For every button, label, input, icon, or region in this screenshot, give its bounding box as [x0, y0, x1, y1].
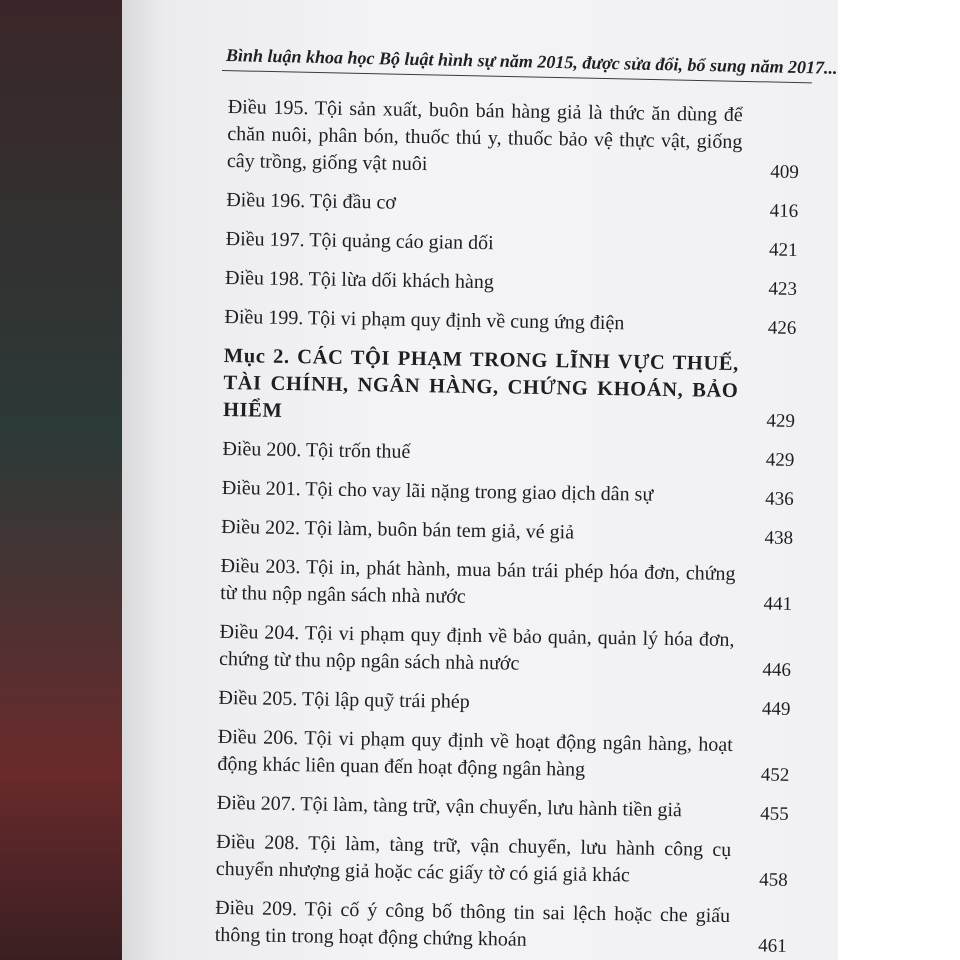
background-left: [0, 0, 122, 960]
toc-entry-page: 458: [759, 869, 788, 891]
toc-entry-page: 426: [767, 317, 797, 339]
toc-entry-page: 421: [768, 239, 798, 261]
toc-entry-page: 461: [758, 935, 787, 957]
toc-entry: [225, 265, 797, 301]
toc-section-heading: [223, 343, 796, 433]
toc-entry: [227, 94, 800, 184]
toc-entry-page: 409: [770, 161, 800, 183]
toc-entry: [218, 685, 790, 721]
toc-entry: [216, 829, 789, 892]
table-of-contents: [215, 94, 800, 958]
toc-entry-page: 429: [766, 410, 796, 432]
toc-entry: [217, 790, 789, 826]
toc-entry-page: 452: [760, 764, 790, 786]
toc-entry-page: 436: [765, 488, 794, 510]
toc-entry-title: Điều 205. Tội lập quỹ trái phép: [218, 686, 470, 713]
toc-entry-page: 429: [765, 449, 795, 471]
toc-entry-page: 416: [769, 200, 799, 222]
toc-entry: [224, 304, 796, 340]
toc-entry: [222, 436, 794, 472]
toc-entry-page: 449: [761, 698, 791, 720]
toc-entry-title: Điều 199. Tội vi phạm quy định về cung ứng điện: [224, 305, 625, 335]
toc-section-title: Mục 2. CÁC TỘI PHẠM TRONG LĨNH VỰC THUẾ, TÀI CHÍNH, NGÂN HÀNG, CHỨNG KHOÁN, BẢO HIỂM: [222, 344, 739, 422]
toc-entry-title: Điều 203. Tội in, phát hành, mua bán trái phép hóa đơn, chứng từ thu nộp ngân sách nhà nước: [219, 554, 736, 608]
toc-entry: [217, 724, 790, 787]
toc-entry-title: Điều 198. Tội lừa dối khách hàng: [224, 266, 494, 294]
toc-entry: [226, 226, 798, 262]
toc-entry: [215, 895, 788, 958]
toc-entry-title: Điều 201. Tội cho vay lãi nặng trong giao dịch dân sự: [221, 476, 654, 506]
toc-entry-title: Điều 197. Tội quảng cáo gian dối: [225, 227, 494, 255]
toc-entry-title: Điều 207. Tội làm, tàng trữ, vận chuyển, lưu hành tiền giả: [216, 791, 683, 822]
running-header: Bình luận khoa học Bộ luật hình sự năm 2015, được sửa đổi, bổ sung năm 2017...: [225, 45, 838, 78]
background-right: [838, 0, 960, 960]
toc-entry-title: Điều 204. Tội vi phạm quy định về bảo quản, quản lý hóa đơn, chứng từ thu nộp ngân sách nhà nước: [218, 620, 735, 675]
toc-entry: [220, 553, 793, 616]
toc-entry-page: 423: [768, 278, 798, 300]
toc-entry: [222, 475, 794, 511]
toc-entry-title: Điều 196. Tội đầu cơ: [226, 188, 397, 214]
book-page: [122, 0, 838, 960]
toc-entry: [221, 514, 793, 550]
toc-entry-title: Điều 209. Tội cố ý công bố thông tin sai lệch hoặc che giấu thông tin trong hoạt động chứng khoán: [214, 896, 731, 951]
toc-entry-page: 446: [762, 659, 792, 681]
toc-entry-title: Điều 200. Tội trốn thuế: [222, 437, 411, 463]
toc-entry-page: 438: [764, 527, 794, 549]
toc-entry-title: Điều 202. Tội làm, buôn bán tem giả, vé giả: [221, 515, 575, 544]
toc-entry-title: Điều 208. Tội làm, tàng trữ, vận chuyển, lưu hành công cụ chuyển nhượng giả hoặc các giấy tờ có giá giả khác: [215, 830, 732, 887]
toc-entry-page: 455: [760, 803, 789, 825]
toc-entry-title: Điều 206. Tội vi phạm quy định về hoạt động ngân hàng, hoạt động khác liên quan đến hoạt động ngân hàng: [217, 725, 734, 781]
toc-entry: [219, 619, 792, 682]
toc-entry: [226, 187, 798, 223]
toc-entry-title: Điều 195. Tội sản xuất, buôn bán hàng giả là thức ăn dùng để chăn nuôi, phân bón, thuốc thú y, thuốc bảo vệ thực vật, giống cây trồng, giống vật nuôi: [226, 95, 743, 176]
toc-entry-page: 441: [763, 593, 793, 615]
